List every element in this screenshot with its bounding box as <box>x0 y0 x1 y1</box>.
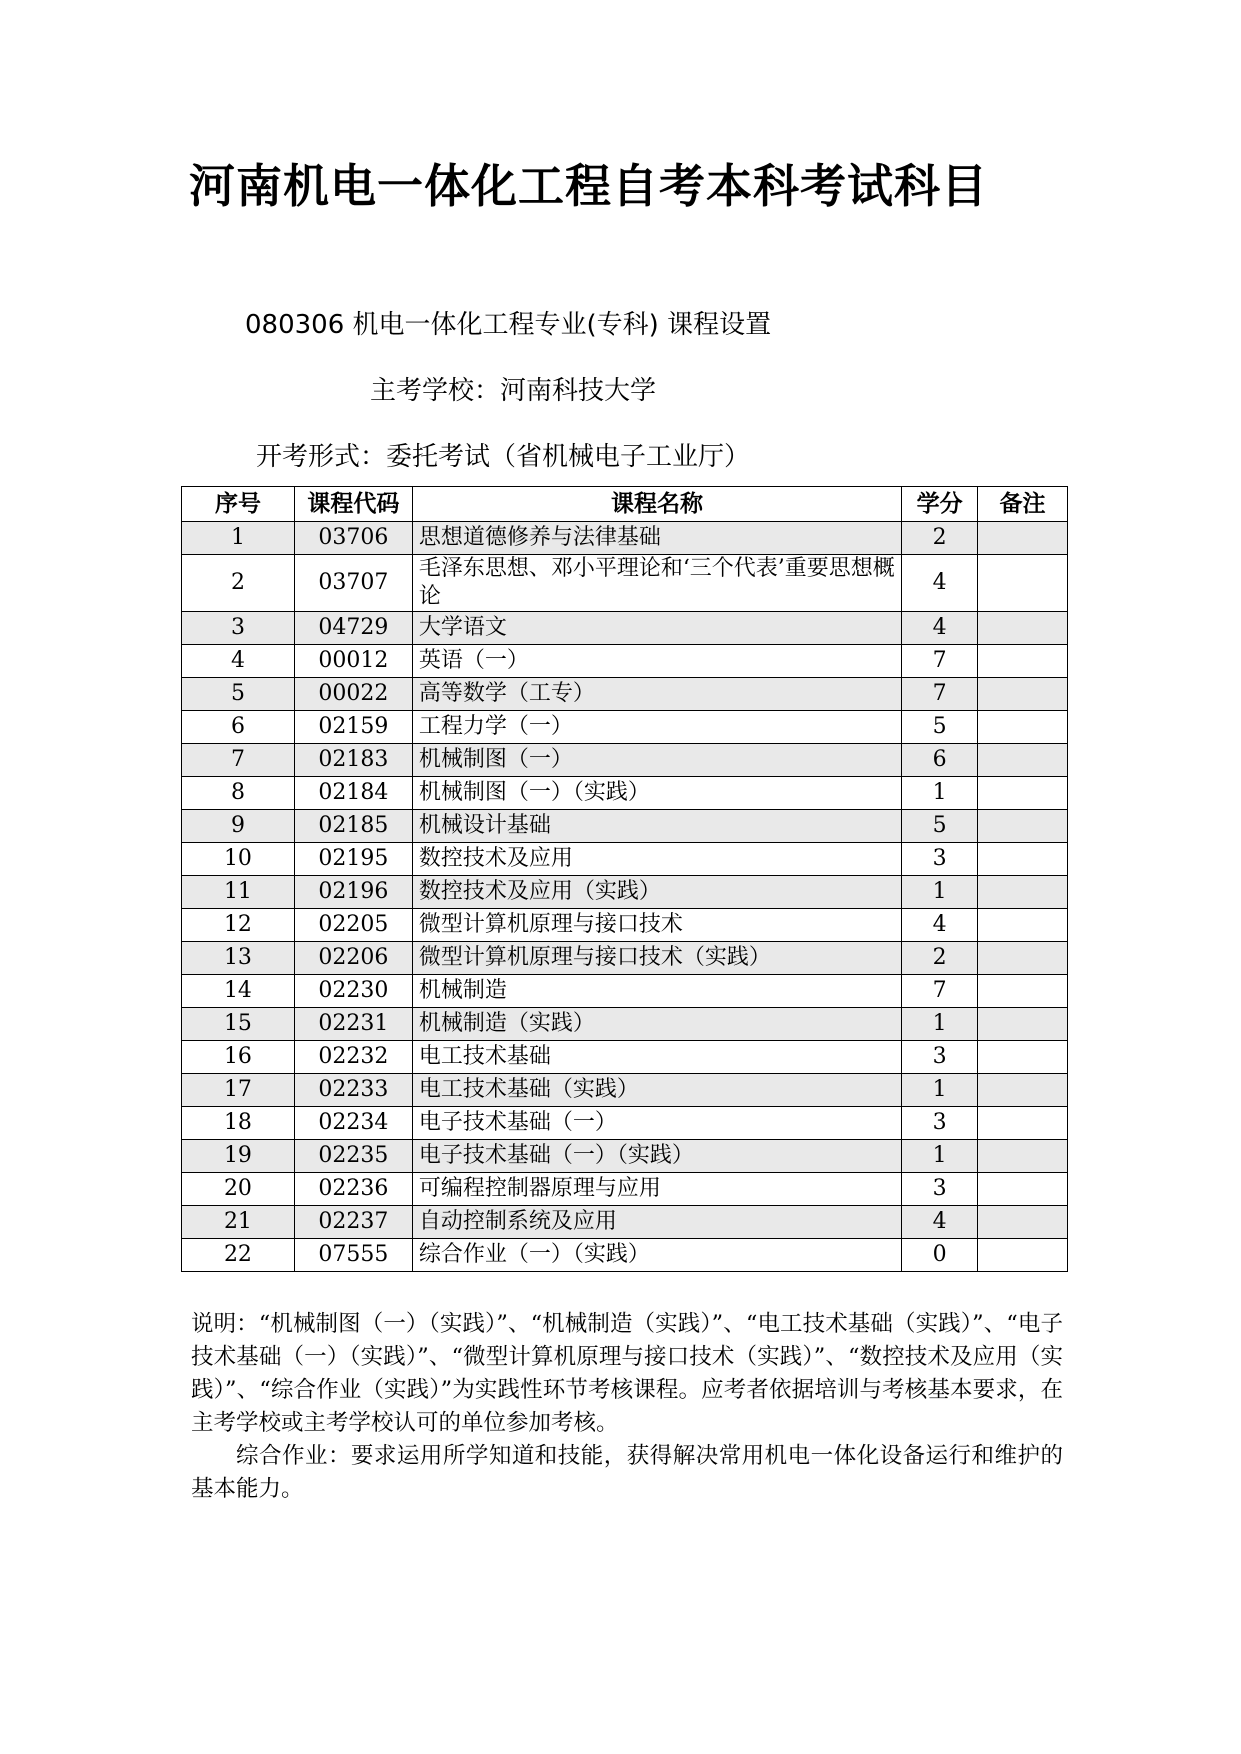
cell-code: 03707 <box>294 555 412 612</box>
cell-credit: 5 <box>902 810 978 843</box>
cell-name: 电子技术基础（一） <box>412 1107 901 1140</box>
cell-credit: 3 <box>902 1173 978 1206</box>
host-school: 主考学校：河南科技大学 <box>370 376 657 406</box>
cell-name: 机械制造 <box>412 975 901 1008</box>
table-row <box>182 942 1068 975</box>
table-row <box>182 1041 1068 1074</box>
cell-code: 02232 <box>294 1041 412 1074</box>
cell-no: 11 <box>182 876 295 909</box>
cell-no: 9 <box>182 810 295 843</box>
cell-note <box>978 555 1068 612</box>
cell-credit: 4 <box>902 1206 978 1239</box>
table-row <box>182 1074 1068 1107</box>
cell-credit: 3 <box>902 1107 978 1140</box>
notes-section <box>191 1308 1063 1506</box>
cell-credit: 5 <box>902 711 978 744</box>
table-row <box>182 678 1068 711</box>
table-row <box>182 1008 1068 1041</box>
cell-code: 02196 <box>294 876 412 909</box>
cell-no: 8 <box>182 777 295 810</box>
cell-no: 10 <box>182 843 295 876</box>
cell-credit: 1 <box>902 1140 978 1173</box>
table-row <box>182 1206 1068 1239</box>
cell-credit: 1 <box>902 1074 978 1107</box>
cell-credit: 7 <box>902 645 978 678</box>
table-row <box>182 522 1068 555</box>
cell-no: 13 <box>182 942 295 975</box>
cell-name: 机械设计基础 <box>412 810 901 843</box>
cell-credit: 7 <box>902 678 978 711</box>
cell-note <box>978 522 1068 555</box>
cell-code: 00012 <box>294 645 412 678</box>
cell-name: 机械制造（实践） <box>412 1008 901 1041</box>
cell-no: 15 <box>182 1008 295 1041</box>
cell-no: 2 <box>182 555 295 612</box>
cell-note <box>978 645 1068 678</box>
table-row <box>182 711 1068 744</box>
cell-note <box>978 1008 1068 1041</box>
program-subtitle: 080306 机电一体化工程专业(专科) 课程设置 <box>245 310 772 340</box>
table-row <box>182 1107 1068 1140</box>
cell-credit: 7 <box>902 975 978 1008</box>
cell-no: 6 <box>182 711 295 744</box>
cell-code: 04729 <box>294 612 412 645</box>
cell-name: 微型计算机原理与接口技术 <box>412 909 901 942</box>
cell-name: 数控技术及应用（实践） <box>412 876 901 909</box>
cell-credit: 0 <box>902 1239 978 1272</box>
notes-paragraph-2: 综合作业：要求运用所学知道和技能，获得解决常用机电一体化设备运行和维护的基本能力。 <box>191 1443 1063 1502</box>
cell-name: 综合作业（一）（实践） <box>412 1239 901 1272</box>
table-row <box>182 1140 1068 1173</box>
cell-no: 19 <box>182 1140 295 1173</box>
cell-code: 02195 <box>294 843 412 876</box>
cell-credit: 4 <box>902 612 978 645</box>
cell-note <box>978 612 1068 645</box>
cell-note <box>978 942 1068 975</box>
cell-no: 5 <box>182 678 295 711</box>
cell-code: 02185 <box>294 810 412 843</box>
cell-code: 02184 <box>294 777 412 810</box>
cell-no: 17 <box>182 1074 295 1107</box>
cell-note <box>978 1074 1068 1107</box>
header-no: 序号 <box>182 487 295 522</box>
cell-note <box>978 777 1068 810</box>
cell-note <box>978 744 1068 777</box>
cell-name: 大学语文 <box>412 612 901 645</box>
cell-note <box>978 909 1068 942</box>
header-credit: 学分 <box>902 487 978 522</box>
table-header-row <box>182 487 1068 522</box>
cell-name: 英语（一） <box>412 645 901 678</box>
cell-name: 数控技术及应用 <box>412 843 901 876</box>
cell-name: 电子技术基础（一）（实践） <box>412 1140 901 1173</box>
cell-code: 02206 <box>294 942 412 975</box>
table-row <box>182 1173 1068 1206</box>
cell-note <box>978 678 1068 711</box>
header-note: 备注 <box>978 487 1068 522</box>
cell-no: 12 <box>182 909 295 942</box>
table-row <box>182 645 1068 678</box>
cell-name: 可编程控制器原理与应用 <box>412 1173 901 1206</box>
cell-credit: 1 <box>902 876 978 909</box>
cell-note <box>978 1041 1068 1074</box>
cell-name: 自动控制系统及应用 <box>412 1206 901 1239</box>
cell-code: 02233 <box>294 1074 412 1107</box>
cell-note <box>978 1206 1068 1239</box>
table-row <box>182 744 1068 777</box>
cell-note <box>978 975 1068 1008</box>
header-name: 课程名称 <box>412 487 901 522</box>
cell-credit: 3 <box>902 843 978 876</box>
table-row <box>182 810 1068 843</box>
cell-note <box>978 876 1068 909</box>
cell-credit: 1 <box>902 1008 978 1041</box>
cell-name: 毛泽东思想、邓小平理论和‘三个代表’重要思想概论 <box>412 555 901 612</box>
cell-name: 机械制图（一） <box>412 744 901 777</box>
cell-code: 02230 <box>294 975 412 1008</box>
cell-no: 3 <box>182 612 295 645</box>
cell-note <box>978 711 1068 744</box>
cell-note <box>978 1239 1068 1272</box>
cell-no: 14 <box>182 975 295 1008</box>
table-row <box>182 1239 1068 1272</box>
table-body <box>182 522 1068 1272</box>
cell-no: 18 <box>182 1107 295 1140</box>
header-code: 课程代码 <box>294 487 412 522</box>
notes-paragraph: 说明：“机械制图（一）（实践）”、“机械制造（实践）”、“电工技术基础（实践）”、“电子技术基础（一）（实践）”、“微型计算机原理与接口技术（实践）”、“数控技术及应用（实践）”、“综合作业（实践）”为实践性环节考核课程。应考者依据培训与考核基本要求，在主考学校或主考学校认可的单位参加考核。 <box>191 1311 1063 1436</box>
cell-name: 机械制图（一）（实践） <box>412 777 901 810</box>
table-row <box>182 555 1068 612</box>
table-row <box>182 612 1068 645</box>
cell-code: 02183 <box>294 744 412 777</box>
cell-code: 02159 <box>294 711 412 744</box>
table-row <box>182 777 1068 810</box>
cell-name: 电工技术基础 <box>412 1041 901 1074</box>
cell-note <box>978 1140 1068 1173</box>
cell-code: 02237 <box>294 1206 412 1239</box>
cell-no: 22 <box>182 1239 295 1272</box>
cell-code: 00022 <box>294 678 412 711</box>
cell-note <box>978 1107 1068 1140</box>
cell-name: 高等数学（工专） <box>412 678 901 711</box>
cell-no: 1 <box>182 522 295 555</box>
cell-credit: 6 <box>902 744 978 777</box>
table-row <box>182 909 1068 942</box>
cell-name: 微型计算机原理与接口技术（实践） <box>412 942 901 975</box>
table-row <box>182 876 1068 909</box>
cell-credit: 1 <box>902 777 978 810</box>
cell-credit: 2 <box>902 522 978 555</box>
cell-name: 思想道德修养与法律基础 <box>412 522 901 555</box>
cell-name: 电工技术基础（实践） <box>412 1074 901 1107</box>
cell-no: 21 <box>182 1206 295 1239</box>
course-table <box>181 486 1068 1272</box>
cell-code: 02236 <box>294 1173 412 1206</box>
table-row <box>182 975 1068 1008</box>
cell-no: 16 <box>182 1041 295 1074</box>
cell-note <box>978 843 1068 876</box>
cell-code: 02205 <box>294 909 412 942</box>
table-row <box>182 843 1068 876</box>
cell-no: 20 <box>182 1173 295 1206</box>
cell-credit: 2 <box>902 942 978 975</box>
exam-form: 开考形式：委托考试（省机械电子工业厅） <box>256 442 751 472</box>
cell-no: 4 <box>182 645 295 678</box>
cell-note <box>978 1173 1068 1206</box>
cell-credit: 4 <box>902 555 978 612</box>
cell-credit: 3 <box>902 1041 978 1074</box>
cell-note <box>978 810 1068 843</box>
cell-code: 02235 <box>294 1140 412 1173</box>
cell-credit: 4 <box>902 909 978 942</box>
page-title: 河南机电一体化工程自考本科考试科目 <box>189 159 988 213</box>
cell-code: 07555 <box>294 1239 412 1272</box>
cell-name: 工程力学（一） <box>412 711 901 744</box>
cell-code: 02231 <box>294 1008 412 1041</box>
cell-no: 7 <box>182 744 295 777</box>
cell-code: 03706 <box>294 522 412 555</box>
cell-code: 02234 <box>294 1107 412 1140</box>
